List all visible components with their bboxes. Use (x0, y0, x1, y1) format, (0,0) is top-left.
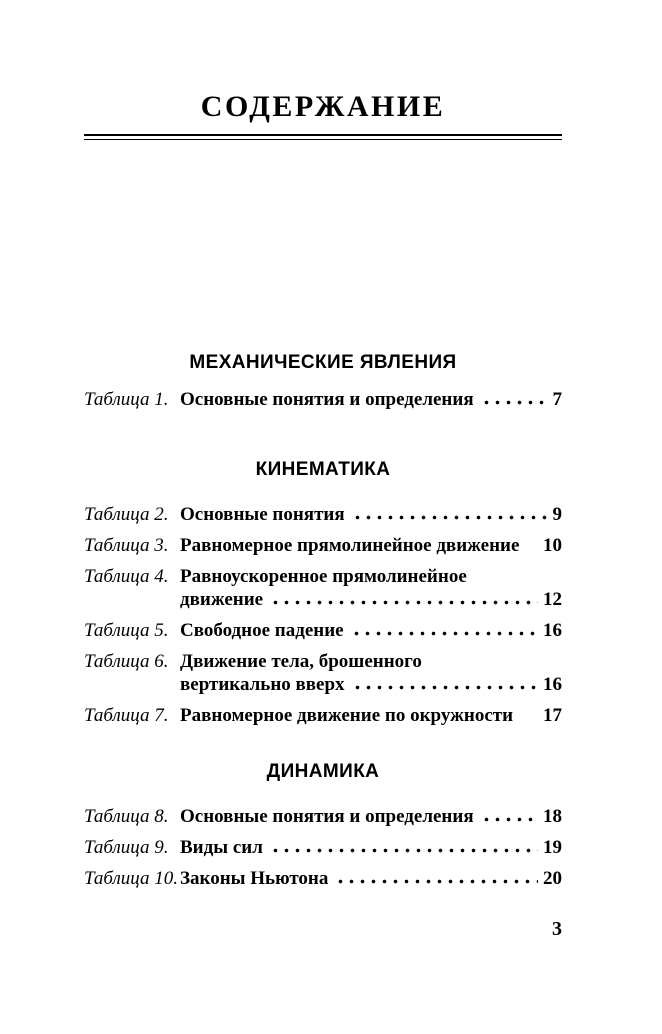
toc-entry-body (180, 650, 562, 696)
toc-entry-page: 20 (543, 868, 562, 889)
toc-entry-page: 16 (543, 674, 562, 695)
toc-entry-page: 19 (543, 837, 562, 858)
toc-entry-line (180, 619, 562, 642)
toc-entry-line (180, 836, 562, 859)
dot-leader (352, 685, 538, 690)
toc-entry-title: Равномерное прямолинейное движение (180, 535, 520, 556)
toc-entry-page: 7 (552, 389, 562, 410)
toc-entry-line (180, 805, 562, 828)
dot-leader (351, 631, 538, 636)
section-heading-dynamics: ДИНАМИКА (266, 761, 380, 782)
toc-entry (84, 534, 562, 557)
toc-entry-line (180, 534, 562, 557)
toc-entry-title: Свободное падение (180, 620, 344, 641)
section-heading-mechanics: МЕХАНИЧЕСКИЕ ЯВЛЕНИЯ (189, 352, 457, 373)
toc-entry-title: вертикально вверх (180, 674, 345, 695)
toc-entry-page: 12 (543, 589, 562, 610)
toc-entry-line (180, 867, 562, 890)
toc-entry (84, 503, 562, 526)
toc-entry-page: 10 (543, 535, 562, 556)
toc-entry-line (180, 650, 562, 673)
toc-entry-title: Основные понятия (180, 504, 345, 525)
toc-entry-title: Законы Ньютона (180, 868, 329, 889)
toc-entry-body (180, 836, 562, 859)
toc-entry-body (180, 565, 562, 611)
toc-entry-title: Равномерное движение по окружности (180, 705, 514, 726)
dot-leader (352, 515, 548, 520)
toc-entry-title: Основные понятия и определения (180, 389, 474, 410)
rule-top (84, 134, 562, 136)
toc-entry (84, 650, 562, 696)
folio-page-number: 3 (552, 918, 562, 940)
dot-leader (270, 600, 538, 605)
toc-entry-body (180, 388, 562, 411)
toc-entry-page: 18 (543, 806, 562, 827)
toc-entry-line (180, 388, 562, 411)
toc-entry-label: Таблица 10. (84, 868, 178, 889)
page-title: СОДЕРЖАНИЕ (200, 90, 446, 123)
spacer (515, 716, 541, 721)
toc-entry-label: Таблица 9. (84, 837, 169, 858)
toc-entry-body (180, 704, 562, 727)
toc-entry-title: движение (180, 589, 264, 610)
toc-entry-line (180, 673, 562, 696)
toc-entry (84, 619, 562, 642)
toc-entry (84, 704, 562, 727)
toc-entry-page: 16 (543, 620, 562, 641)
toc-entry (84, 805, 562, 828)
toc-entry (84, 836, 562, 859)
dot-leader (270, 848, 538, 853)
toc-entry-body (180, 867, 562, 890)
section-heading-kinematics: КИНЕМАТИКА (255, 459, 391, 480)
toc-entry-line (180, 565, 562, 588)
toc-entry-title: Виды сил (180, 837, 263, 858)
toc-entry-label: Таблица 2. (84, 504, 169, 525)
toc-entry-label: Таблица 5. (84, 620, 169, 641)
toc-entry-page: 9 (552, 504, 562, 525)
toc-entry-label: Таблица 8. (84, 806, 169, 827)
toc-entry (84, 867, 562, 890)
toc-entry (84, 565, 562, 611)
toc-entry-line (180, 588, 562, 611)
toc-entry-title: Основные понятия и определения (180, 806, 474, 827)
title-double-rule (84, 134, 562, 140)
toc-entry-label: Таблица 6. (84, 651, 169, 672)
toc-entry-body (180, 619, 562, 642)
rule-bottom (84, 139, 562, 140)
dot-leader (481, 400, 548, 405)
spacer (521, 546, 541, 551)
toc-entry-body (180, 503, 562, 526)
toc-entry-title: Движение тела, брошенного (180, 651, 422, 672)
toc-entry-body (180, 534, 562, 557)
toc-entry (84, 388, 562, 411)
toc-entry-label: Таблица 3. (84, 535, 169, 556)
dot-leader (335, 879, 538, 884)
toc-entry-label: Таблица 4. (84, 566, 169, 587)
toc-entry-label: Таблица 1. (84, 389, 169, 410)
toc-entry-line (180, 704, 562, 727)
toc-entry-title: Равноускоренное прямолинейное (180, 566, 467, 587)
toc-entry-body (180, 805, 562, 828)
dot-leader (481, 817, 538, 822)
toc-entry-page: 17 (543, 705, 562, 726)
toc-entry-line (180, 503, 562, 526)
toc-content (84, 0, 562, 898)
toc-entry-label: Таблица 7. (84, 705, 169, 726)
